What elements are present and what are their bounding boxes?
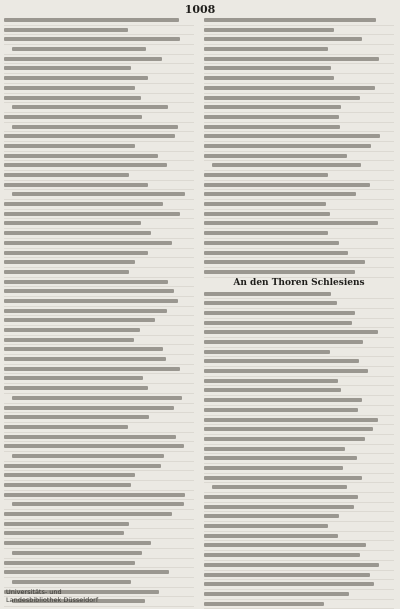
text-line bbox=[204, 94, 394, 104]
text-line-ink bbox=[4, 241, 172, 245]
text-line-ink bbox=[4, 531, 124, 535]
text-line bbox=[204, 386, 394, 396]
text-line-ink bbox=[4, 202, 163, 206]
text-line bbox=[204, 123, 394, 133]
text-line bbox=[4, 268, 194, 278]
text-line bbox=[4, 123, 194, 133]
text-line bbox=[204, 416, 394, 426]
text-line bbox=[204, 16, 394, 26]
text-line bbox=[4, 559, 194, 569]
text-line bbox=[204, 571, 394, 581]
text-line bbox=[4, 471, 194, 481]
text-line bbox=[204, 435, 394, 445]
text-line-ink bbox=[4, 28, 128, 32]
text-line bbox=[4, 55, 194, 65]
text-line-ink bbox=[204, 592, 349, 596]
watermark-line-2: Landesbibliothek Düsseldorf bbox=[6, 596, 99, 604]
text-line bbox=[204, 483, 394, 493]
text-line bbox=[204, 74, 394, 84]
text-line-ink bbox=[204, 466, 343, 470]
text-line-ink bbox=[4, 425, 128, 429]
text-line-ink bbox=[204, 76, 334, 80]
text-line-ink bbox=[12, 454, 164, 458]
text-line bbox=[204, 532, 394, 542]
text-line-ink bbox=[204, 553, 360, 557]
text-line-ink bbox=[4, 260, 135, 264]
text-line-ink bbox=[204, 37, 362, 41]
text-line bbox=[204, 328, 394, 338]
text-line-ink bbox=[204, 379, 338, 383]
text-line-ink bbox=[4, 338, 134, 342]
text-line bbox=[4, 384, 194, 394]
text-line-ink bbox=[4, 221, 141, 225]
text-line bbox=[4, 94, 194, 104]
text-line-ink bbox=[4, 57, 162, 61]
text-line bbox=[204, 600, 394, 609]
text-line-ink bbox=[204, 495, 358, 499]
text-line bbox=[4, 287, 194, 297]
text-line-ink bbox=[204, 221, 378, 225]
text-line bbox=[4, 326, 194, 336]
text-line bbox=[204, 493, 394, 503]
text-line bbox=[4, 462, 194, 472]
text-line-ink bbox=[4, 144, 135, 148]
text-line bbox=[4, 520, 194, 530]
text-line-ink bbox=[204, 154, 347, 158]
text-line bbox=[204, 258, 394, 268]
text-line-ink bbox=[4, 270, 129, 274]
text-line bbox=[4, 365, 194, 375]
text-line bbox=[204, 219, 394, 229]
text-line-ink bbox=[204, 418, 378, 422]
text-line-ink bbox=[204, 173, 328, 177]
text-line bbox=[4, 374, 194, 384]
text-line bbox=[4, 74, 194, 84]
text-line bbox=[4, 394, 194, 404]
text-line-ink bbox=[4, 299, 178, 303]
text-line-ink bbox=[204, 321, 352, 325]
text-line bbox=[4, 16, 194, 26]
text-line-ink bbox=[12, 502, 184, 506]
text-line-ink bbox=[204, 369, 368, 373]
text-line bbox=[204, 190, 394, 200]
text-line bbox=[4, 239, 194, 249]
text-line-ink bbox=[212, 163, 361, 167]
text-line bbox=[4, 297, 194, 307]
text-line-ink bbox=[4, 570, 169, 574]
text-line-ink bbox=[4, 18, 179, 22]
text-line bbox=[204, 142, 394, 152]
text-line-ink bbox=[12, 105, 168, 109]
text-line-ink bbox=[204, 231, 328, 235]
text-line-ink bbox=[12, 192, 185, 196]
text-line bbox=[204, 464, 394, 474]
text-line bbox=[4, 26, 194, 36]
text-line-ink bbox=[12, 396, 182, 400]
text-line bbox=[204, 229, 394, 239]
text-line-ink bbox=[4, 493, 185, 497]
text-line-ink bbox=[204, 241, 339, 245]
text-line-ink bbox=[204, 514, 339, 518]
text-line bbox=[4, 113, 194, 123]
text-line bbox=[204, 290, 394, 300]
left-column bbox=[4, 16, 194, 609]
text-line-ink bbox=[204, 573, 370, 577]
text-line bbox=[204, 445, 394, 455]
text-line bbox=[204, 239, 394, 249]
library-watermark bbox=[6, 588, 98, 604]
text-line bbox=[204, 338, 394, 348]
text-line bbox=[4, 142, 194, 152]
text-line-ink bbox=[4, 406, 174, 410]
text-line-ink bbox=[4, 444, 184, 448]
text-line-ink bbox=[12, 580, 131, 584]
text-line-ink bbox=[4, 376, 143, 380]
text-line bbox=[4, 171, 194, 181]
text-line-ink bbox=[4, 328, 140, 332]
text-line bbox=[4, 423, 194, 433]
text-line-ink bbox=[204, 437, 365, 441]
text-line bbox=[204, 474, 394, 484]
text-line bbox=[4, 200, 194, 210]
text-line bbox=[4, 355, 194, 365]
text-line bbox=[4, 549, 194, 559]
text-line bbox=[204, 541, 394, 551]
text-line-ink bbox=[4, 357, 166, 361]
text-line bbox=[4, 404, 194, 414]
text-line bbox=[204, 454, 394, 464]
text-line-ink bbox=[204, 115, 339, 119]
text-line bbox=[4, 442, 194, 452]
text-line-ink bbox=[4, 386, 148, 390]
text-line bbox=[204, 503, 394, 513]
text-line-ink bbox=[204, 534, 338, 538]
text-line bbox=[204, 396, 394, 406]
text-line bbox=[4, 258, 194, 268]
text-line-ink bbox=[4, 96, 141, 100]
text-line-ink bbox=[4, 86, 135, 90]
text-line-ink bbox=[204, 427, 373, 431]
text-line bbox=[4, 413, 194, 423]
text-line-ink bbox=[204, 340, 363, 344]
text-line-ink bbox=[4, 512, 172, 516]
text-line-ink bbox=[4, 318, 155, 322]
text-line-ink bbox=[4, 464, 161, 468]
text-line-ink bbox=[204, 447, 345, 451]
text-line bbox=[4, 336, 194, 346]
right-column bbox=[204, 16, 394, 609]
text-line bbox=[4, 210, 194, 220]
text-line bbox=[4, 103, 194, 113]
text-line-ink bbox=[4, 541, 151, 545]
text-line-ink bbox=[204, 212, 330, 216]
text-line bbox=[204, 210, 394, 220]
text-line-ink bbox=[12, 125, 178, 129]
text-line-ink bbox=[4, 251, 148, 255]
text-line-ink bbox=[4, 435, 176, 439]
text-line-ink bbox=[204, 408, 358, 412]
text-line-ink bbox=[204, 183, 370, 187]
text-line-ink bbox=[204, 105, 341, 109]
text-line-ink bbox=[204, 202, 326, 206]
text-line-ink bbox=[204, 524, 328, 528]
text-line bbox=[204, 103, 394, 113]
text-line-ink bbox=[4, 134, 175, 138]
text-line bbox=[204, 55, 394, 65]
text-line-ink bbox=[4, 37, 180, 41]
text-line bbox=[4, 64, 194, 74]
text-line bbox=[4, 278, 194, 288]
text-line-ink bbox=[4, 347, 163, 351]
text-line bbox=[4, 132, 194, 142]
text-line-ink bbox=[4, 483, 131, 487]
text-line-ink bbox=[4, 415, 149, 419]
text-line bbox=[4, 568, 194, 578]
text-line bbox=[4, 481, 194, 491]
text-line-ink bbox=[204, 476, 362, 480]
text-line bbox=[4, 316, 194, 326]
text-line bbox=[204, 161, 394, 171]
text-line-ink bbox=[4, 473, 135, 477]
text-line bbox=[4, 452, 194, 462]
text-line-ink bbox=[204, 359, 359, 363]
text-line bbox=[204, 171, 394, 181]
text-line-ink bbox=[204, 270, 355, 274]
text-line bbox=[4, 190, 194, 200]
text-line-ink bbox=[204, 301, 337, 305]
text-line-ink bbox=[204, 28, 334, 32]
text-line bbox=[4, 491, 194, 501]
text-line bbox=[204, 152, 394, 162]
text-line-ink bbox=[204, 125, 340, 129]
text-line-ink bbox=[204, 330, 378, 334]
text-line-ink bbox=[204, 260, 365, 264]
text-line bbox=[4, 45, 194, 55]
text-line bbox=[204, 64, 394, 74]
text-line-ink bbox=[204, 57, 379, 61]
text-line bbox=[204, 181, 394, 191]
text-line bbox=[204, 406, 394, 416]
text-line bbox=[4, 84, 194, 94]
text-line-ink bbox=[4, 367, 180, 371]
text-line-ink bbox=[4, 76, 148, 80]
text-line-ink bbox=[4, 212, 180, 216]
text-line-ink bbox=[12, 47, 146, 51]
text-line bbox=[204, 357, 394, 367]
text-line bbox=[4, 307, 194, 317]
text-line bbox=[4, 345, 194, 355]
watermark-line-1: Universitäts- und bbox=[6, 588, 62, 596]
text-line-ink bbox=[204, 388, 341, 392]
text-line bbox=[4, 219, 194, 229]
text-line-ink bbox=[204, 192, 356, 196]
text-line bbox=[204, 113, 394, 123]
text-line bbox=[4, 578, 194, 588]
text-line bbox=[204, 268, 394, 278]
text-line-ink bbox=[204, 311, 355, 315]
text-line-ink bbox=[4, 289, 174, 293]
text-line bbox=[204, 132, 394, 142]
text-line bbox=[4, 181, 194, 191]
text-line-ink bbox=[4, 163, 167, 167]
text-line-ink bbox=[204, 18, 376, 22]
text-line bbox=[4, 229, 194, 239]
text-line-ink bbox=[204, 563, 379, 567]
text-line-ink bbox=[204, 144, 371, 148]
text-line bbox=[204, 580, 394, 590]
text-line bbox=[204, 551, 394, 561]
text-line-ink bbox=[4, 115, 142, 119]
text-line-ink bbox=[204, 582, 374, 586]
text-line bbox=[204, 590, 394, 600]
text-line bbox=[204, 249, 394, 259]
text-line bbox=[4, 510, 194, 520]
text-line-ink bbox=[4, 173, 129, 177]
text-line-ink bbox=[204, 505, 354, 509]
text-line bbox=[204, 45, 394, 55]
text-line-ink bbox=[4, 561, 135, 565]
text-line bbox=[204, 561, 394, 571]
text-line bbox=[204, 522, 394, 532]
text-line bbox=[4, 500, 194, 510]
text-line bbox=[4, 152, 194, 162]
text-line-ink bbox=[204, 251, 348, 255]
text-line bbox=[4, 35, 194, 45]
text-line-ink bbox=[204, 543, 366, 547]
text-line-ink bbox=[4, 231, 151, 235]
text-line-ink bbox=[204, 134, 380, 138]
text-line bbox=[204, 309, 394, 319]
text-line-ink bbox=[204, 456, 357, 460]
text-line bbox=[204, 319, 394, 329]
text-line-ink bbox=[4, 280, 168, 284]
text-line-ink bbox=[4, 66, 131, 70]
text-line bbox=[4, 161, 194, 171]
text-line bbox=[204, 348, 394, 358]
text-line-ink bbox=[204, 66, 331, 70]
text-line bbox=[204, 367, 394, 377]
text-line-ink bbox=[4, 309, 167, 313]
text-line bbox=[4, 539, 194, 549]
section-heading: An den Thoren Schlesiens bbox=[233, 278, 365, 288]
text-line bbox=[204, 512, 394, 522]
text-line-ink bbox=[12, 551, 142, 555]
text-line-ink bbox=[4, 154, 158, 158]
text-line bbox=[4, 433, 194, 443]
text-line-ink bbox=[204, 47, 328, 51]
text-line bbox=[204, 299, 394, 309]
text-line-ink bbox=[4, 522, 129, 526]
text-line bbox=[204, 425, 394, 435]
text-line-ink bbox=[204, 96, 360, 100]
text-line bbox=[4, 529, 194, 539]
text-line-ink bbox=[204, 86, 375, 90]
text-line-ink bbox=[204, 350, 330, 354]
text-line bbox=[204, 35, 394, 45]
text-line-ink bbox=[4, 183, 148, 187]
text-line bbox=[204, 26, 394, 36]
text-line-ink bbox=[204, 602, 324, 606]
text-line bbox=[204, 200, 394, 210]
text-line-ink bbox=[204, 398, 362, 402]
text-line-ink bbox=[212, 485, 347, 489]
text-line-ink bbox=[204, 292, 331, 296]
page-number: 1008 bbox=[184, 3, 216, 16]
text-line bbox=[4, 249, 194, 259]
text-line bbox=[204, 84, 394, 94]
text-line bbox=[204, 377, 394, 387]
